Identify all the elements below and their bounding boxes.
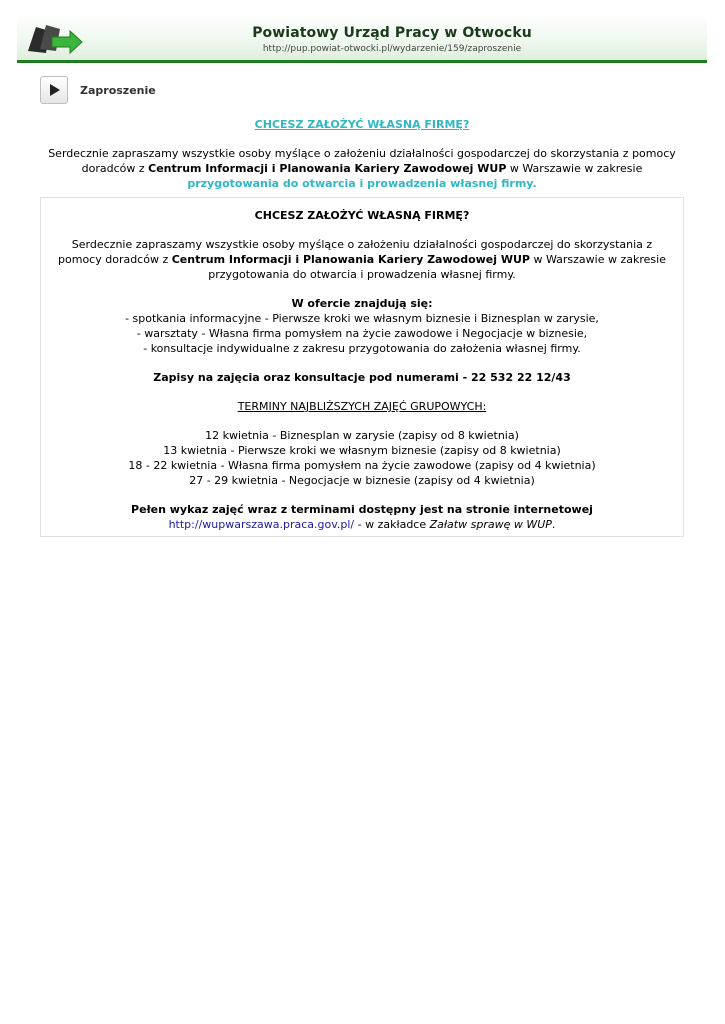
invitation-box xyxy=(40,197,684,537)
intro-text-middle: w Warszawie w zakresie xyxy=(509,162,643,175)
schedule-item: 13 kwietnia - Pierwsze kroki we własnym biznesie (zapisy od 8 kwietnia) xyxy=(163,444,561,457)
wup-website-link[interactable]: http://wupwarszawa.praca.gov.pl/ xyxy=(168,518,355,531)
offer-heading: W ofercie znajdują się: xyxy=(291,297,433,310)
schedule-heading: TERMINY NAJBLIŻSZYCH ZAJĘĆ GRUPOWYCH: xyxy=(237,400,487,413)
document-title: Zaproszenie xyxy=(80,84,156,97)
intro-text: Serdecznie zapraszamy wszystkie osoby myślące o założeniu działalności gospodarczej do skorzystania z pomocy doradców z xyxy=(48,147,676,175)
intro-headline[interactable]: CHCESZ ZAŁOŻYĆ WŁASNĄ FIRMĘ? xyxy=(254,118,470,131)
play-arrow-icon[interactable] xyxy=(40,76,68,104)
phone-line: Zapisy na zajęcia oraz konsultacje pod numerami - 22 532 22 12/43 xyxy=(153,371,571,384)
offer-item: - konsultacje indywidualne z zakresu przygotowania do założenia własnej firmy. xyxy=(143,342,581,355)
footer-end: . xyxy=(551,518,556,531)
intro-section xyxy=(40,117,684,191)
box-text-after: w Warszawie w zakresie przygotowania do otwarcia i prowadzenia własnej firmy. xyxy=(208,253,666,281)
footer-paragraph xyxy=(49,502,675,532)
schedule-item: 18 - 22 kwietnia - Własna firma pomysłem na życie zawodowe (zapisy od 4 kwietnia) xyxy=(128,459,596,472)
site-header xyxy=(17,14,707,63)
box-center-name: Centrum Informacji i Planowania Kariery Zawodowej WUP xyxy=(171,253,530,266)
intro-highlight: przygotowania do otwarcia i prowadzenia własnej firmy. xyxy=(187,177,537,190)
site-title: Powiatowy Urząd Pracy w Otwocku xyxy=(252,25,532,41)
offer-item: - spotkania informacyjne - Pierwsze kroki we własnym biznesie i Biznesplan w zarysie, xyxy=(125,312,599,325)
intro-center-name: Centrum Informacji i Planowania Kariery Zawodowej WUP xyxy=(148,162,507,175)
box-intro-paragraph xyxy=(49,237,675,282)
footer-bold: Pełen wykaz zajęć wraz z terminami dostępny jest na stronie internetowej xyxy=(131,503,593,516)
footer-italic: Załatw sprawę w WUP xyxy=(429,518,552,531)
footer-after: - w zakładce xyxy=(357,518,427,531)
page-url[interactable]: http://pup.powiat-otwocki.pl/wydarzenie/159/zaproszenie xyxy=(262,44,522,54)
box-text-before: Serdecznie zapraszamy wszystkie osoby myślące o założeniu działalności gospodarczej do skorzystania z pomocy doradców z xyxy=(58,238,653,266)
schedule-item: 12 kwietnia - Biznesplan w zarysie (zapisy od 8 kwietnia) xyxy=(205,429,519,442)
box-headline: CHCESZ ZAŁOŻYĆ WŁASNĄ FIRMĘ? xyxy=(254,209,470,222)
offer-item: - warsztaty - Własna firma pomysłem na życie zawodowe i Negocjacje w biznesie, xyxy=(136,327,588,340)
schedule-item: 27 - 29 kwietnia - Negocjacje w biznesie (zapisy od 4 kwietnia) xyxy=(189,474,535,487)
